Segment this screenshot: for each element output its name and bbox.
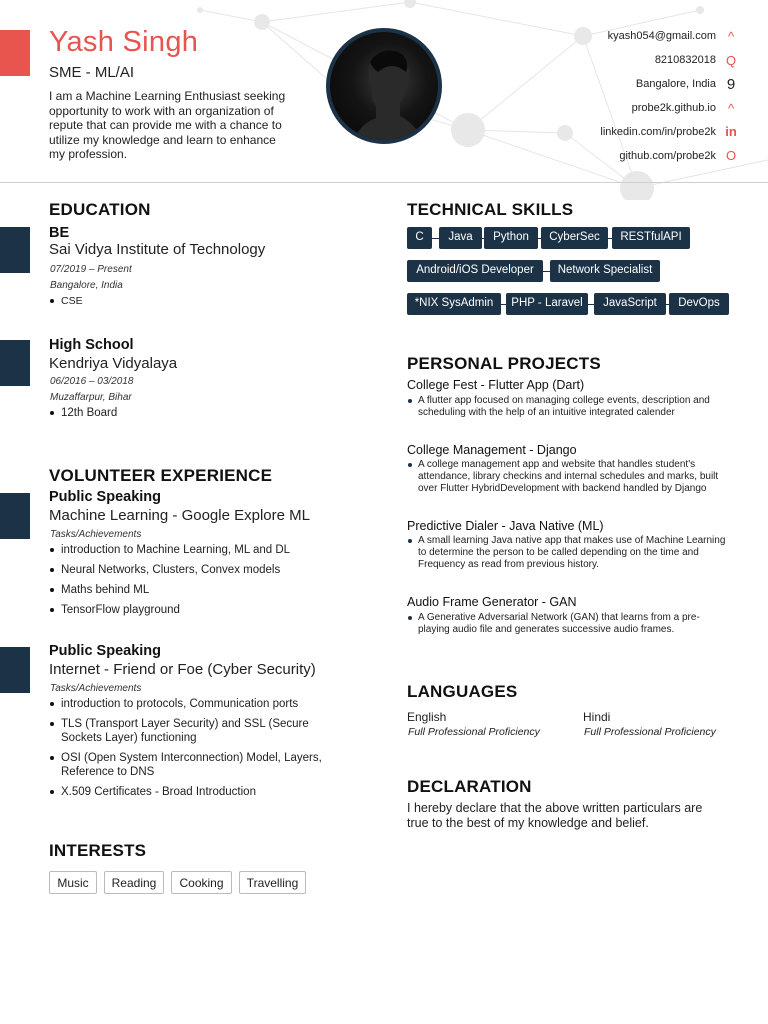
skills-heading: TECHNICAL SKILLS <box>407 200 574 219</box>
contact-linkedin[interactable]: linkedin.com/in/probe2k <box>600 126 716 138</box>
project-title: College Fest - Flutter App (Dart) <box>407 378 585 392</box>
skill-chip: Android/iOS Developer <box>407 260 543 282</box>
education-bullets <box>50 406 117 426</box>
volunteer-label: Tasks/Achievements <box>50 529 142 540</box>
list-item: TensorFlow playground <box>50 603 350 617</box>
skill-chip: *NIX SysAdmin <box>407 293 501 315</box>
project-title: Audio Frame Generator - GAN <box>407 595 577 609</box>
skill-chip: CyberSec <box>541 227 608 249</box>
declaration-text: I hereby declare that the above written particulars are true to the best of my knowledge and belief. <box>407 801 703 830</box>
skill-chip: DevOps <box>669 293 729 315</box>
project-title: Predictive Dialer - Java Native (ML) <box>407 519 604 533</box>
project-desc <box>407 535 727 571</box>
list-item: X.509 Certificates - Broad Introduction <box>50 785 350 799</box>
header-accent-bar <box>0 30 30 76</box>
education-bullets <box>50 294 83 314</box>
linkedin-icon: in <box>725 124 737 139</box>
volunteer-bullets <box>50 543 350 623</box>
list-item: 12th Board <box>50 406 117 420</box>
language-name: English <box>407 710 447 724</box>
skill-chip: PHP - Laravel <box>506 293 588 315</box>
skills-row <box>407 293 737 326</box>
candidate-role: SME - ML/AI <box>49 64 135 81</box>
contact-website[interactable]: probe2k.github.io <box>631 102 716 114</box>
list-item: A flutter app focused on managing college events, description and scheduling with the help of an intuitive integrated calender <box>407 395 727 419</box>
contact-email[interactable]: kyash054@gmail.com <box>607 30 716 42</box>
education-dates: 07/2019 – Present <box>50 264 132 275</box>
volunteer-marker <box>0 647 30 693</box>
education-degree: BE <box>49 225 70 241</box>
project-desc <box>407 612 727 636</box>
volunteer-org: Internet - Friend or Foe (Cyber Security) <box>49 661 316 678</box>
list-item: introduction to Machine Learning, ML and DL <box>50 543 350 557</box>
volunteer-label: Tasks/Achievements <box>50 683 142 694</box>
education-heading: EDUCATION <box>49 200 151 219</box>
interest-tag: Travelling <box>239 871 306 894</box>
skill-chip: Python <box>484 227 538 249</box>
interest-tag: Reading <box>104 871 164 894</box>
education-marker <box>0 340 30 386</box>
list-item: TLS (Transport Layer Security) and SSL (Secure Sockets Layer) functioning <box>50 717 350 745</box>
list-item: Maths behind ML <box>50 583 350 597</box>
website-icon: ^ <box>727 101 735 116</box>
skills-row <box>407 227 737 260</box>
skills-list <box>407 227 737 326</box>
volunteer-title: Public Speaking <box>49 643 161 659</box>
interest-tag: Cooking <box>171 871 232 894</box>
declaration-heading: DECLARATION <box>407 777 532 796</box>
header-divider <box>0 182 768 183</box>
volunteer-org: Machine Learning - Google Explore ML <box>49 507 310 524</box>
volunteer-marker <box>0 493 30 539</box>
volunteer-title: Public Speaking <box>49 489 161 505</box>
education-place: Muzaffarpur, Bihar <box>50 392 132 403</box>
location-icon: 9 <box>726 76 736 93</box>
contact-location: Bangalore, India <box>635 78 716 90</box>
project-title: College Management - Django <box>407 443 577 457</box>
skill-chip: RESTfulAPI <box>612 227 690 249</box>
list-item: A Generative Adversarial Network (GAN) that learns from a pre-playing audio file and generates successive audio frames. <box>407 612 727 636</box>
education-degree: High School <box>49 337 134 353</box>
projects-heading: PERSONAL PROJECTS <box>407 354 601 373</box>
education-dates: 06/2016 – 03/2018 <box>50 376 134 387</box>
list-item: Neural Networks, Clusters, Convex models <box>50 563 350 577</box>
languages-heading: LANGUAGES <box>407 682 518 701</box>
profile-photo <box>326 28 442 144</box>
summary-text: I am a Machine Learning Enthusiast seeking opportunity to work with an organization of repute that can provide me with a chance to utilize my knowledge and learn to enhance my profession. <box>49 89 286 161</box>
interests-heading: INTERESTS <box>49 841 147 860</box>
skills-row <box>407 260 737 293</box>
skill-chip: JavaScript <box>594 293 666 315</box>
list-item: CSE <box>50 294 83 308</box>
github-icon: O <box>725 148 737 163</box>
list-item: OSI (Open System Interconnection) Model, Layers, Reference to DNS <box>50 751 350 779</box>
education-marker <box>0 227 30 273</box>
phone-icon: Q <box>725 53 737 68</box>
contact-phone[interactable]: 8210832018 <box>654 54 716 66</box>
skill-chip: Java <box>439 227 482 249</box>
volunteer-bullets <box>50 697 350 805</box>
email-icon: ^ <box>727 29 735 44</box>
education-school: Kendriya Vidyalaya <box>49 355 178 372</box>
interest-tag: Music <box>49 871 97 894</box>
skill-chip: Network Specialist <box>550 260 660 282</box>
language-name: Hindi <box>583 710 611 724</box>
education-school: Sai Vidya Institute of Technology <box>49 241 266 258</box>
list-item: A small learning Java native app that makes use of Machine Learning to determine the person to be called depending on the time and Frequency as read from previous history. <box>407 535 727 571</box>
candidate-name: Yash Singh <box>49 26 199 58</box>
volunteer-heading: VOLUNTEER EXPERIENCE <box>49 466 273 485</box>
list-item: introduction to protocols, Communication ports <box>50 697 350 711</box>
language-level: Full Professional Proficiency <box>408 726 540 738</box>
project-desc <box>407 395 727 419</box>
project-desc <box>407 459 727 495</box>
contact-github[interactable]: github.com/probe2k <box>619 150 716 162</box>
education-place: Bangalore, India <box>50 280 123 291</box>
skill-chip: C <box>407 227 432 249</box>
language-level: Full Professional Proficiency <box>584 726 716 738</box>
list-item: A college management app and website that handles student's attendance, library checkins and internal schedules and marks, built over Flutter HybridDevelopment with backend handled by Django <box>407 459 727 495</box>
